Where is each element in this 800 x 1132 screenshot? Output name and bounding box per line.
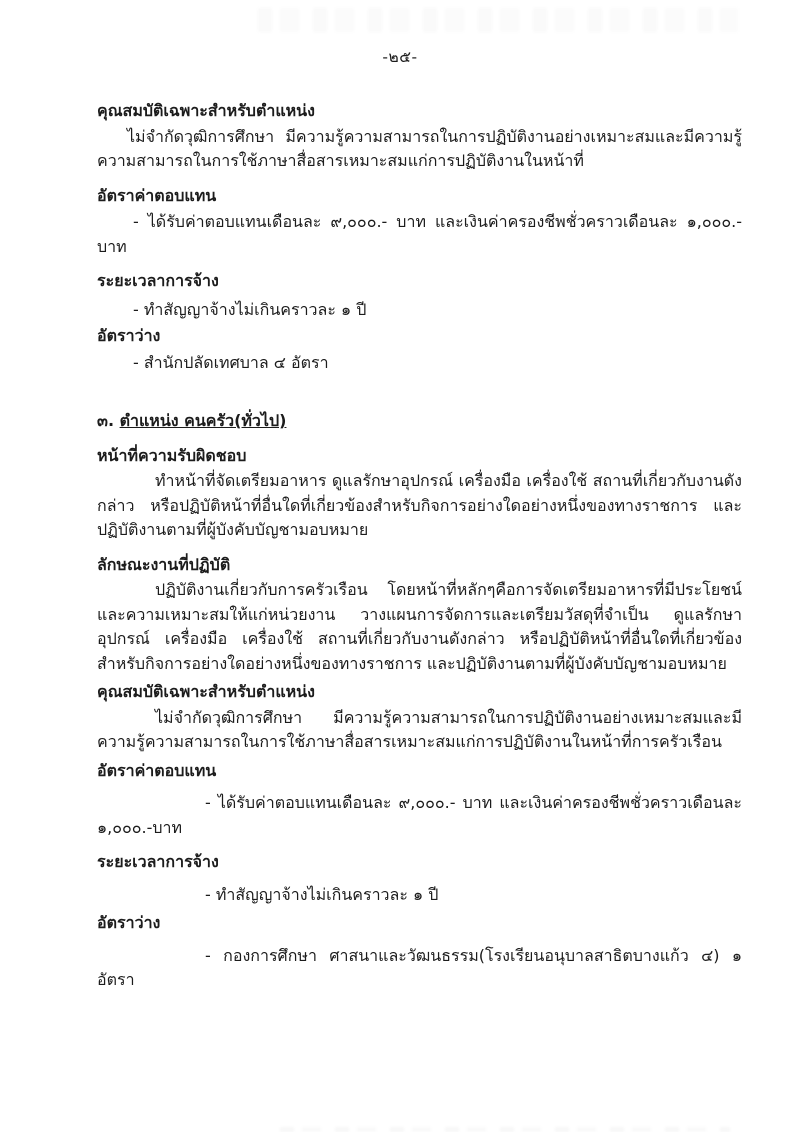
paragraph-qualifications-1: ไม่จำกัดวุฒิการศึกษา มีความรู้ความสามารถในการปฏิบัติงานอย่างเหมาะสมและมีความรู้ความสามารถในการใช้ภาษาสื่อสารเหมาะสมแก่การปฏิบัติงานในหน้าที่ <box>97 126 742 170</box>
bullet-vacancy-2: - กองการศึกษา ศาสนาและวัฒนธรรม(โรงเรียนอนุบาลสาธิตบางแก้ว ๔) ๑ อัตรา <box>97 945 742 989</box>
paragraph-job-description: ปฏิบัติงานเกี่ยวกับการครัวเรือน โดยหน้าที่หลักๆคือการจัดเตรียมอาหารที่มีประโยชน์และความเหมาะสมให้แก่หน่วยงาน วางแผนการจัดการและเตรียมวัสดุที่จำเป็น ดูแลรักษาอุปกรณ์ เครื่องมือ เครื่องใช้ สถานที่เกี่ยวกับงานดังกล่าว หรือปฏิบัติหน้าที่อื่นใดที่เกี่ยวข้องสำหรับกิจการอย่างใดอย่างหนึ่งของทางราชการ และปฏิบัติงานตามที่ผู้บังคับบัญชามอบหมาย <box>97 580 742 673</box>
bullet-employment-period-1: - ทำสัญญาจ้างไม่เกินคราวละ ๑ ปี <box>133 299 367 319</box>
section-heading-vacancy-2: อัตราว่าง <box>97 913 161 932</box>
section-heading-qualifications-2: คุณสมบัติเฉพาะสำหรับตำแหน่ง <box>97 682 315 701</box>
section-heading-employment-period-2: ระยะเวลาการจ้าง <box>97 852 219 871</box>
position-title: ตำแหน่ง คนครัว(ทั่วไป) <box>119 411 287 430</box>
page-number: -๒๕- <box>382 48 418 66</box>
section-heading-job-description: ลักษณะงานที่ปฏิบัติ <box>97 554 231 574</box>
section-heading-compensation-2: อัตราค่าตอบแทน <box>97 760 217 780</box>
position-heading-3 <box>97 409 742 434</box>
section-heading-employment-period-1: ระยะเวลาการจ้าง <box>97 271 219 290</box>
bullet-employment-period-2: - ทำสัญญาจ้างไม่เกินคราวละ ๑ ปี <box>205 884 439 904</box>
section-heading-vacancy-1: อัตราว่าง <box>97 326 161 345</box>
bullet-compensation-2: - ได้รับค่าตอบแทนเดือนละ ๙,๐๐๐.- บาท และเงินค่าครองชีพชั่วคราวเดือนละ ๑,๐๐๐.-บาท <box>97 793 742 837</box>
section-heading-duties: หน้าที่ความรับผิดชอบ <box>97 445 247 465</box>
bullet-compensation-1: - ได้รับค่าตอบแทนเดือนละ ๙,๐๐๐.- บาท และเงินค่าครองชีพชั่วคราวเดือนละ ๑,๐๐๐.-บาท <box>97 212 742 256</box>
paragraph-duties: ทำหน้าที่จัดเตรียมอาหาร ดูแลรักษาอุปกรณ์ เครื่องมือ เครื่องใช้ สถานที่เกี่ยวกับงานดังกล่าว หรือปฏิบัติหน้าที่อื่นใดที่เกี่ยวข้องสำหรับกิจการอย่างใดอย่างหนึ่งของทางราชการ และปฏิบัติงานตามที่ผู้บังคับบัญชามอบหมาย <box>97 471 742 539</box>
scan-bleed-artifact-top <box>258 8 738 32</box>
document-body <box>97 99 742 993</box>
section-heading-compensation-1: อัตราค่าตอบแทน <box>97 185 217 205</box>
section-heading-qualifications-1: คุณสมบัติเฉพาะสำหรับตำแหน่ง <box>97 101 315 120</box>
bullet-vacancy-1: - สำนักปลัดเทศบาล ๔ อัตรา <box>133 352 329 372</box>
position-number: ๓. <box>97 411 120 430</box>
scan-bleed-artifact-bottom <box>280 1127 730 1132</box>
paragraph-qualifications-2: ไม่จำกัดวุฒิการศึกษา มีความรู้ความสามารถในการปฏิบัติงานอย่างเหมาะสมและมีความรู้ความสามารถในการใช้ภาษาสื่อสารเหมาะสมแก่การปฏิบัติงานในหน้าที่การครัวเรือน <box>97 707 742 751</box>
